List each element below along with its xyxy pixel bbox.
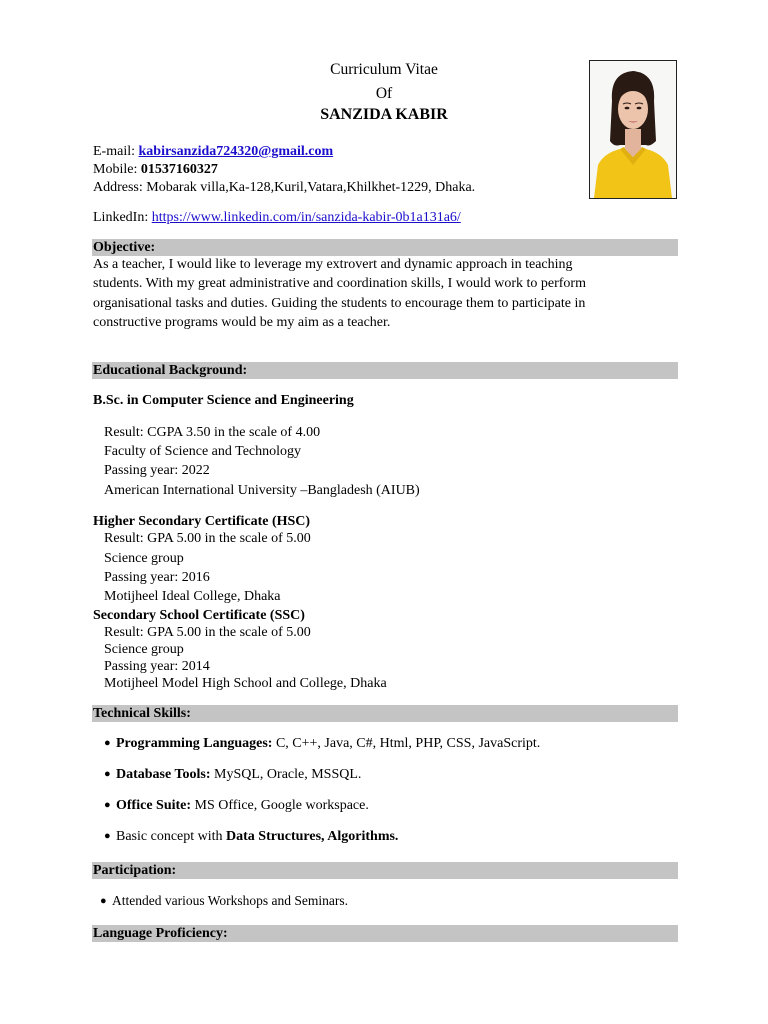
objective-line: organisational tasks and duties. Guiding the students to encourage them to participate in: [93, 295, 586, 311]
email-label: E-mail:: [93, 144, 139, 159]
title-of: Of: [375, 85, 393, 102]
skill-label: Office Suite:: [116, 798, 192, 813]
participation-text: Attended various Workshops and Seminars.: [112, 893, 349, 908]
skill-item: [104, 767, 361, 783]
bullet-icon: ●: [104, 799, 111, 811]
ssc-detail: Science group: [104, 642, 184, 657]
bullet-icon: ●: [100, 895, 107, 907]
language-heading: Language Proficiency:: [92, 925, 678, 942]
bullet-icon: ●: [104, 737, 111, 749]
ssc-title: Secondary School Certificate (SSC): [93, 608, 305, 623]
hsc-detail: Science group: [104, 551, 184, 566]
profile-photo: [589, 60, 677, 199]
skill-item: [104, 798, 369, 814]
candidate-name: SANZIDA KABIR: [320, 106, 448, 123]
skill-label: Database Tools:: [116, 767, 211, 782]
skill-item: [104, 829, 398, 845]
objective-line: As a teacher, I would like to leverage my extrovert and dynamic approach in teaching: [93, 257, 573, 272]
participation-heading: Participation:: [92, 862, 678, 879]
portrait-illustration: [590, 61, 676, 198]
hsc-title: Higher Secondary Certificate (HSC): [93, 514, 311, 529]
skill-text: Basic concept with: [116, 829, 227, 844]
address-line: Address: Mobarak villa,Ka-128,Kuril,Vatara,Khilkhet-1229, Dhaka.: [93, 180, 476, 195]
ssc-detail: Motijheel Model High School and College, Dhaka: [104, 676, 387, 691]
objective-line: students. With my great administrative and coordination skills, I would work to perform: [93, 276, 586, 292]
email-link[interactable]: kabirsanzida724320@gmail.com: [138, 144, 334, 159]
mobile-label: Mobile:: [93, 162, 141, 177]
mobile-number: 01537160327: [140, 162, 218, 177]
ssc-detail: Passing year: 2014: [104, 659, 210, 674]
skills-heading: Technical Skills:: [92, 705, 678, 722]
linkedin-label: LinkedIn:: [93, 210, 152, 225]
bsc-detail: Result: CGPA 3.50 in the scale of 4.00: [104, 425, 321, 440]
hsc-detail: Motijheel Ideal College, Dhaka: [104, 589, 281, 604]
bsc-detail: Passing year: 2022: [104, 463, 210, 478]
linkedin-link[interactable]: https://www.linkedin.com/in/sanzida-kabir-0b1a131a6/: [151, 210, 461, 225]
objective-line: constructive programs would be my aim as a teacher.: [93, 315, 391, 331]
bullet-icon: ●: [104, 830, 111, 842]
email-line: [93, 144, 333, 160]
skill-text: MS Office, Google workspace.: [191, 798, 369, 813]
bsc-detail: Faculty of Science and Technology: [104, 444, 302, 459]
skill-label: Programming Languages:: [116, 736, 273, 751]
linkedin-line: [93, 210, 461, 226]
mobile-line: [93, 162, 218, 178]
bsc-detail: American International University –Bangladesh (AIUB): [104, 483, 420, 498]
hsc-detail: Result: GPA 5.00 in the scale of 5.00: [104, 531, 311, 546]
skill-text: C, C++, Java, C#, Html, PHP, CSS, JavaScript.: [272, 736, 541, 751]
ssc-detail: Result: GPA 5.00 in the scale of 5.00: [104, 625, 311, 640]
document-title: Curriculum Vitae: [330, 61, 438, 78]
objective-heading: Objective:: [92, 239, 678, 256]
education-heading: Educational Background:: [92, 362, 678, 379]
hsc-detail: Passing year: 2016: [104, 570, 210, 585]
bullet-icon: ●: [104, 768, 111, 780]
participation-item: [100, 893, 348, 909]
objective-text: [93, 255, 653, 333]
bsc-title: B.Sc. in Computer Science and Engineering: [93, 393, 354, 408]
skill-item: [104, 736, 540, 752]
skill-label: Data Structures, Algorithms.: [226, 829, 399, 844]
skill-text: MySQL, Oracle, MSSQL.: [210, 767, 362, 782]
